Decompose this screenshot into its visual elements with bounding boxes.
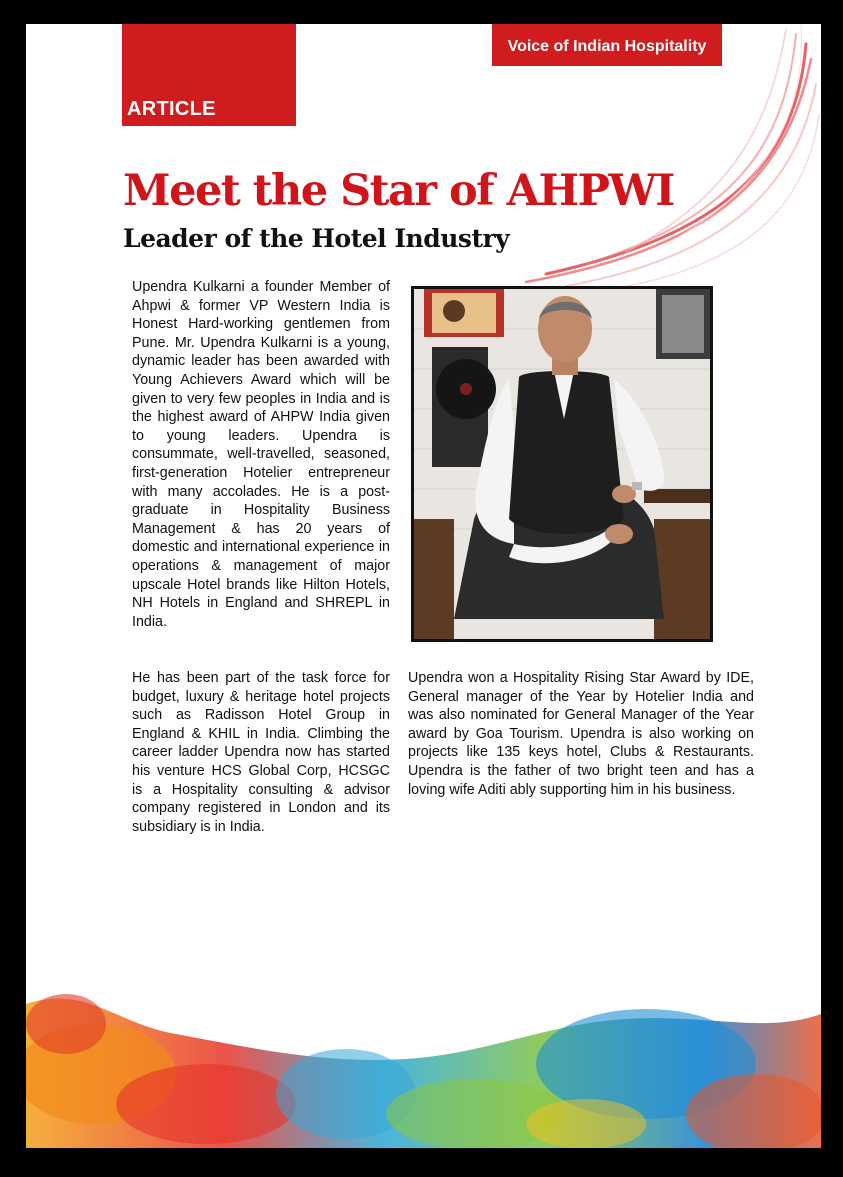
article-column-2: [132, 669, 390, 836]
paragraph: He has been part of the task force for budget, luxury & heritage hotel projects such as Radisson Hotel Group in England & KHIL in India. Climbing the career ladder Upendra now has started his venture HCS Global Corp, HCSGC is a Hospitality consulting & advisor company registered in London and its subsidiary is in India.: [132, 670, 390, 835]
article-column-3: [408, 669, 754, 799]
article-subtitle: Leader of the Hotel Industry: [123, 224, 510, 253]
paragraph: Upendra won a Hospitality Rising Star Award by IDE, General manager of the Year by Hotelier India and was also nominated for General Manager of the Year award by Goa Tourism. Upendra is also working on projects like 135 keys hotel, Clubs & Restaurants. Upendra is the father of two bright teen and has a loving wife Aditi ably supporting him in his business.: [408, 670, 754, 798]
article-title: Meet the Star of AHPWI: [123, 166, 674, 216]
portrait-illustration: [414, 289, 710, 639]
magazine-page: [26, 24, 821, 1148]
masthead-banner: Voice of Indian Hospitality: [492, 24, 722, 66]
article-column-1: [132, 278, 390, 631]
decorative-color-splash: [26, 964, 821, 1148]
paragraph: Upendra Kulkarni a founder Member of Ahpwi & former VP Western India is Honest Hard-working gentlemen from Pune. Mr. Upendra Kulkarni is a young, dynamic leader has been awarded with Young Achievers Award which will be given to very few peoples in India and is the highest award of AHPW India given to young leaders. Upendra is consummate, well-travelled, seasoned, first-generation Hotelier entrepreneur with many accolades. He is a post-graduate in Hospitality Business Management & has 20 years of domestic and international experience in operations & management of major upscale Hotel brands like Hilton Hotels, NH Hotels in England and SHREPL in India.: [132, 279, 390, 630]
portrait-photo: [411, 286, 713, 642]
section-label: ARTICLE: [127, 98, 216, 120]
